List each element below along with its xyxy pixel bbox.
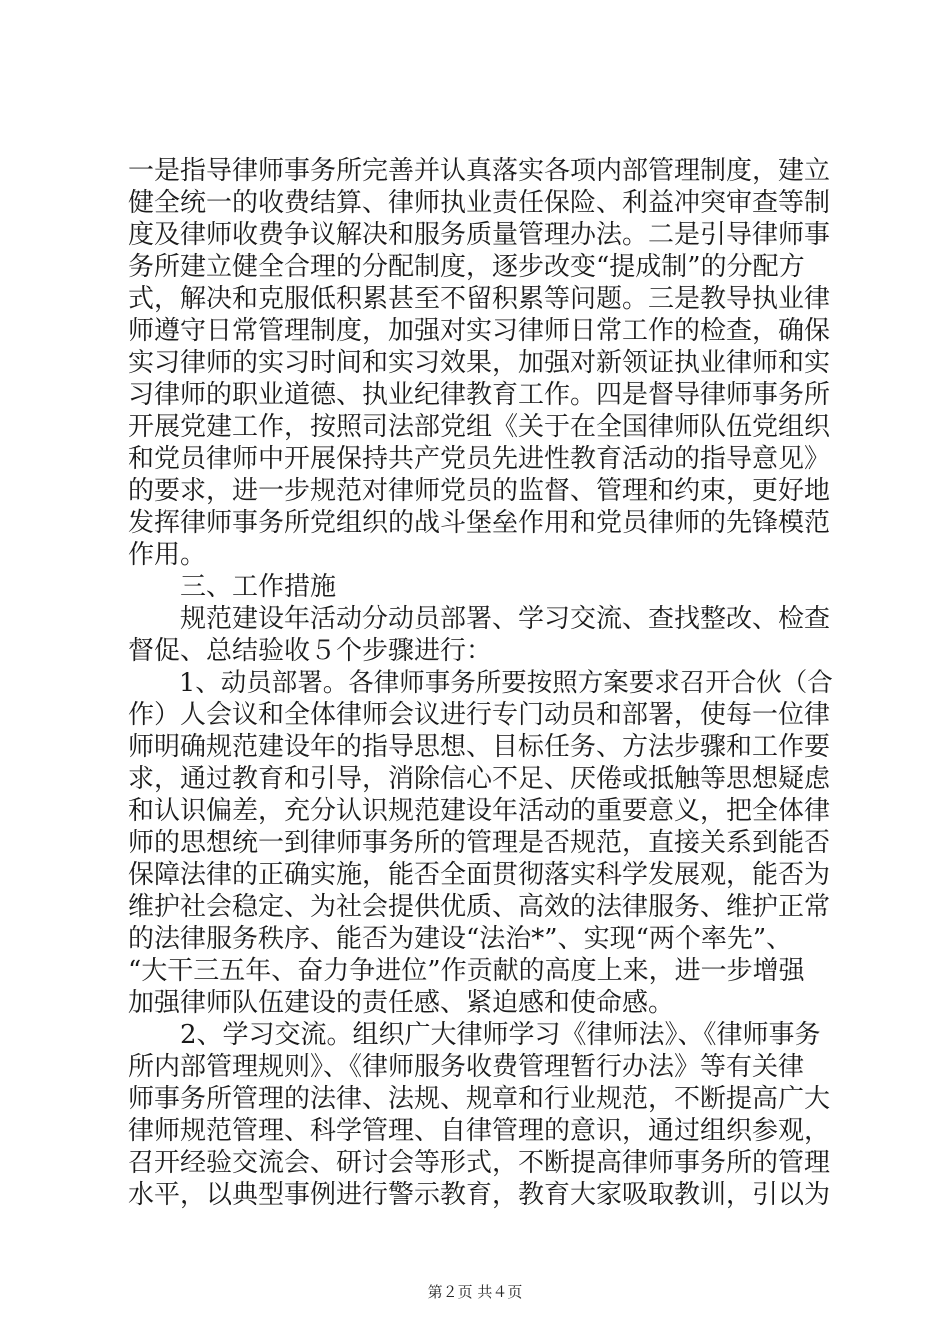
text-line: 作）人会议和全体律师会议进行专门动员和部署，使每一位律 <box>128 700 831 730</box>
text-line: 水平，以典型事例进行警示教育，教育大家吸取教训，引以为 <box>128 1180 831 1210</box>
text-line: 律师规范管理、科学管理、自律管理的意识，通过组织参观， <box>128 1116 831 1146</box>
text-line: 的法律服务秩序、能否为建设“法治*”、实现“两个率先”、 <box>128 924 793 954</box>
text-line: 2、学习交流。组织广大律师学习《律师法》、《律师事务 <box>128 1020 821 1050</box>
text-line: 习律师的职业道德、执业纪律教育工作。四是督导律师事务所 <box>128 380 831 410</box>
text-line: 健全统一的收费结算、律师执业责任保险、利益冲突审查等制 <box>128 188 831 218</box>
text-line: 实习律师的实习时间和实习效果，加强对新领证执业律师和实 <box>128 348 831 378</box>
text-line: 所内部管理规则》、《律师服务收费管理暂行办法》等有关律 <box>128 1052 805 1082</box>
text-line: 度及律师收费争议解决和服务质量管理办法。二是引导律师事 <box>128 220 831 250</box>
text-line: 1、动员部署。各律师事务所要按照方案要求召开合伙（合 <box>128 668 833 698</box>
text-line: 和认识偏差，充分认识规范建设年活动的重要意义，把全体律 <box>128 796 831 826</box>
text-line: 的要求，进一步规范对律师党员的监督、管理和约束，更好地 <box>128 476 831 506</box>
page-number: 第２页 共４页 <box>427 1283 523 1301</box>
text-line: 维护社会稳定、为社会提供优质、高效的法律服务、维护正常 <box>128 892 831 922</box>
text-line: 和党员律师中开展保持共产党员先进性教育活动的指导意见》 <box>128 444 831 474</box>
text-line: 师事务所管理的法律、法规、规章和行业规范，不断提高广大 <box>128 1084 831 1114</box>
text-line: 师的思想统一到律师事务所的管理是否规范，直接关系到能否 <box>128 828 831 858</box>
document-body <box>128 155 836 1211</box>
section-heading: 三、工作措施 <box>128 572 337 602</box>
text-line: 保障法律的正确实施，能否全面贯彻落实科学发展观，能否为 <box>128 860 831 890</box>
text-line: 发挥律师事务所党组织的战斗堡垒作用和党员律师的先锋模范 <box>128 508 831 538</box>
text-line: 求，通过教育和引导，消除信心不足、厌倦或抵触等思想疑虑 <box>128 764 831 794</box>
text-line: 加强律师队伍建设的责任感、紧迫感和使命感。 <box>128 988 675 1018</box>
text-line: 作用。 <box>128 540 207 570</box>
text-line: 一是指导律师事务所完善并认真落实各项内部管理制度，建立 <box>128 156 831 186</box>
text-line: 务所建立健全合理的分配制度，逐步改变“提成制”的分配方 <box>128 252 805 282</box>
text-line: 召开经验交流会、研讨会等形式，不断提高律师事务所的管理 <box>128 1148 831 1178</box>
text-line: 规范建设年活动分动员部署、学习交流、查找整改、检查 <box>128 604 831 634</box>
text-line: 师遵守日常管理制度，加强对实习律师日常工作的检查，确保 <box>128 316 831 346</box>
text-line: 督促、总结验收５个步骤进行： <box>128 636 493 666</box>
text-line: 师明确规范建设年的指导思想、目标任务、方法步骤和工作要 <box>128 732 831 762</box>
text-line: “大干三五年、奋力争进位”作贡献的高度上来，进一步增强 <box>128 956 805 986</box>
text-line: 开展党建工作，按照司法部党组《关于在全国律师队伍党组织 <box>128 412 831 442</box>
text-line: 式，解决和克服低积累甚至不留积累等问题。三是教导执业律 <box>128 284 831 314</box>
